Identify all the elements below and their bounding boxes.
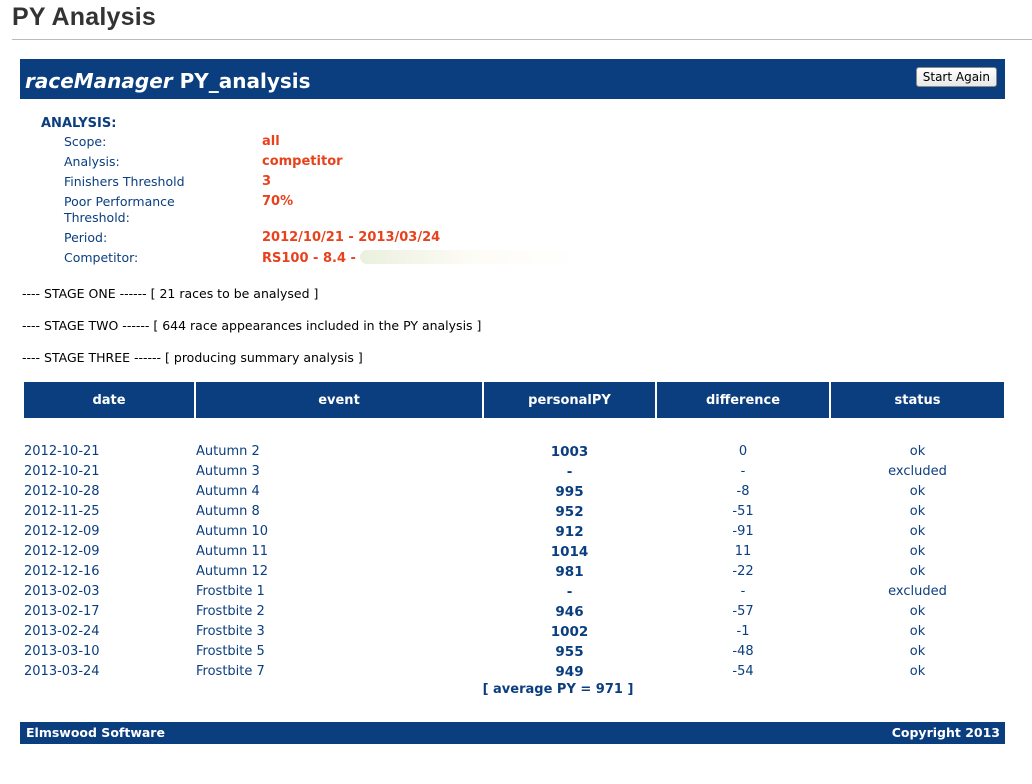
cell-personal-py: 995 — [555, 484, 584, 500]
cell-event: Autumn 8 — [196, 504, 260, 519]
analysis-value — [262, 174, 271, 190]
table-row — [24, 442, 1004, 462]
stage-one-status: ---- STAGE ONE ------ [ 21 races to be analysed ] — [22, 286, 319, 301]
cell-difference: -22 — [732, 564, 754, 579]
cell-personal-py: 952 — [555, 504, 584, 520]
analysis-label: Poor Performance Threshold: — [64, 194, 175, 225]
stage-three-status: ---- STAGE THREE ------ [ producing summary analysis ] — [22, 350, 363, 365]
cell-status: ok — [909, 504, 926, 519]
app-name — [25, 69, 311, 93]
cell-difference: -51 — [732, 504, 754, 519]
analysis-label: Finishers Threshold — [64, 174, 185, 189]
cell-personal-py: 1003 — [550, 444, 589, 460]
cell-date: 2012-11-25 — [24, 504, 100, 519]
cell-date: 2013-02-17 — [24, 604, 100, 619]
cell-difference: -48 — [732, 644, 754, 659]
app-name-module: PY_analysis — [172, 69, 311, 93]
stage-two-status: ---- STAGE TWO ------ [ 644 race appearances included in the PY analysis ] — [22, 318, 482, 333]
average-py: [ average PY = 971 ] — [482, 682, 634, 697]
cell-difference: - — [740, 464, 746, 479]
cell-difference: -57 — [732, 604, 754, 619]
analysis-value-text: 3 — [262, 174, 272, 189]
table-row — [24, 542, 1004, 562]
cell-date: 2012-10-21 — [24, 444, 100, 459]
analysis-row — [41, 154, 343, 174]
analysis-value — [262, 230, 440, 246]
analysis-value-text: RS100 - 8.4 - — [262, 251, 356, 266]
cell-personal-py: - — [566, 464, 573, 480]
table-row — [24, 662, 1004, 682]
table-spacer-row — [24, 418, 1004, 442]
table-row — [24, 522, 1004, 542]
table-row — [24, 562, 1004, 582]
analysis-row — [41, 174, 272, 194]
cell-status: ok — [909, 484, 926, 499]
results-table — [22, 382, 1006, 682]
cell-status: excluded — [888, 464, 947, 479]
cell-date: 2013-02-24 — [24, 624, 100, 639]
table-row — [24, 642, 1004, 662]
cell-event: Autumn 10 — [196, 524, 269, 539]
cell-personal-py: 912 — [555, 524, 584, 540]
analysis-value-text: 2012/10/21 - 2013/03/24 — [262, 230, 441, 245]
redacted-name-blur — [360, 250, 580, 264]
analysis-label: Scope: — [64, 134, 107, 149]
cell-event: Frostbite 5 — [196, 644, 265, 659]
cell-status: ok — [909, 664, 926, 679]
page-title: PY Analysis — [12, 3, 156, 31]
table-row — [24, 582, 1004, 602]
analysis-row — [41, 250, 356, 270]
cell-date: 2012-10-28 — [24, 484, 100, 499]
cell-difference: -91 — [732, 524, 754, 539]
cell-event: Autumn 12 — [196, 564, 269, 579]
footer-copyright: Copyright 2013 — [891, 725, 1000, 740]
cell-status: ok — [909, 544, 926, 559]
column-header-date: date — [24, 382, 194, 418]
table-row — [24, 622, 1004, 642]
analysis-heading: ANALYSIS: — [41, 116, 117, 131]
analysis-value-text: 70% — [262, 194, 294, 209]
analysis-value — [262, 250, 580, 267]
analysis-value — [262, 134, 280, 150]
column-header-difference: difference — [657, 382, 829, 418]
footer-bar — [20, 722, 1005, 744]
cell-date: 2013-03-24 — [24, 664, 100, 679]
table-row — [24, 602, 1004, 622]
cell-difference: - — [740, 584, 746, 599]
cell-event: Autumn 4 — [196, 484, 260, 499]
cell-difference: 0 — [738, 444, 748, 459]
start-again-button[interactable]: Start Again — [916, 67, 997, 87]
cell-personal-py: 1002 — [550, 624, 589, 640]
analysis-row — [41, 230, 441, 250]
column-header-status: status — [831, 382, 1004, 418]
cell-personal-py: 949 — [555, 664, 584, 680]
cell-date: 2012-12-09 — [24, 524, 100, 539]
cell-status: ok — [909, 624, 926, 639]
cell-event: Autumn 3 — [196, 464, 260, 479]
cell-event: Frostbite 7 — [196, 664, 265, 679]
cell-date: 2013-02-03 — [24, 584, 100, 599]
cell-difference: -8 — [736, 484, 750, 499]
cell-date: 2012-10-21 — [24, 464, 100, 479]
analysis-value-text: competitor — [262, 154, 343, 169]
cell-status: ok — [909, 604, 926, 619]
column-header-event: event — [196, 382, 482, 418]
cell-date: 2012-12-16 — [24, 564, 100, 579]
cell-personal-py: - — [566, 584, 573, 600]
analysis-label: Period: — [64, 230, 108, 245]
cell-status: ok — [909, 524, 926, 539]
column-header-personal-py: personalPY — [484, 382, 655, 418]
analysis-value — [262, 194, 293, 210]
cell-difference: 11 — [734, 544, 752, 559]
cell-status: ok — [909, 444, 926, 459]
cell-status: ok — [909, 564, 926, 579]
cell-date: 2013-03-10 — [24, 644, 100, 659]
table-row — [24, 482, 1004, 502]
analysis-row — [41, 194, 294, 230]
cell-status: ok — [909, 644, 926, 659]
cell-personal-py: 946 — [555, 604, 584, 620]
cell-event: Autumn 11 — [196, 544, 269, 559]
title-divider — [12, 39, 1032, 40]
cell-personal-py: 955 — [555, 644, 584, 660]
cell-difference: -54 — [732, 664, 754, 679]
cell-personal-py: 1014 — [550, 544, 589, 560]
cell-personal-py: 981 — [555, 564, 584, 580]
analysis-label: Competitor: — [64, 250, 139, 265]
cell-event: Frostbite 1 — [196, 584, 265, 599]
cell-date: 2012-12-09 — [24, 544, 100, 559]
table-row — [24, 502, 1004, 522]
analysis-value — [262, 154, 343, 170]
cell-status: excluded — [888, 584, 947, 599]
cell-event: Frostbite 3 — [196, 624, 265, 639]
analysis-settings — [41, 116, 441, 270]
table-header-row — [24, 382, 1004, 418]
analysis-label: Analysis: — [64, 154, 120, 169]
analysis-value-text: all — [262, 134, 280, 149]
cell-event: Autumn 2 — [196, 444, 260, 459]
app-name-brand: raceManager — [25, 69, 173, 93]
cell-difference: -1 — [736, 624, 750, 639]
app-header-bar — [20, 59, 1005, 99]
analysis-row — [41, 134, 280, 154]
cell-event: Frostbite 2 — [196, 604, 265, 619]
table-row — [24, 462, 1004, 482]
footer-company: Elmswood Software — [26, 725, 165, 740]
